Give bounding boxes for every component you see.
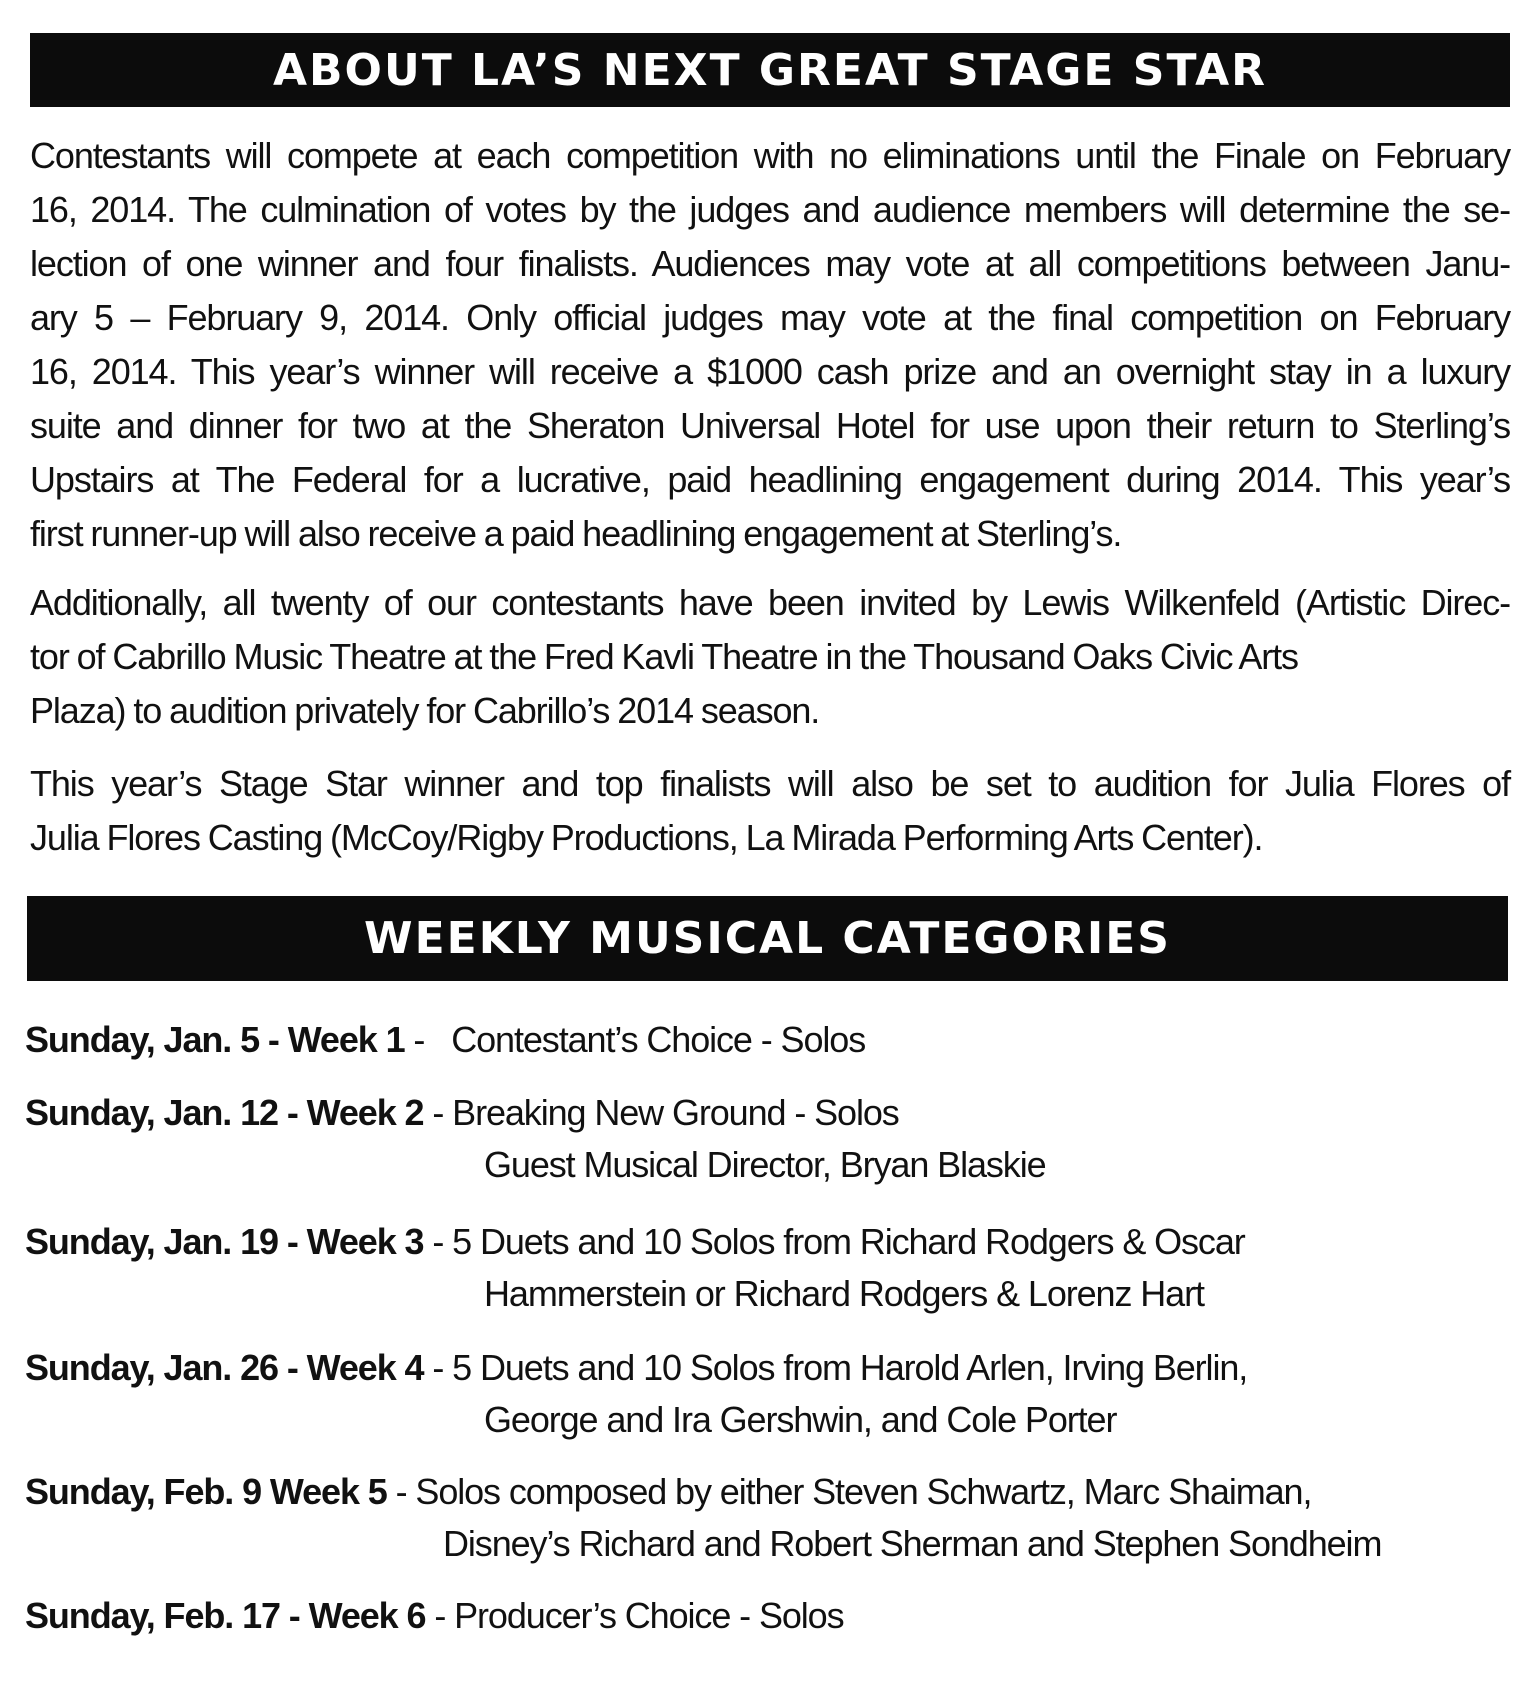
schedule-item-week-1 [25, 1014, 865, 1066]
about-paragraph-casting [30, 757, 1510, 865]
schedule-separator: - [425, 1595, 455, 1636]
schedule-date-label: Sunday, Jan. 5 - Week 1 [25, 1019, 405, 1060]
schedule-item-week-6 [25, 1590, 844, 1642]
about-paragraph-prizes [30, 129, 1510, 561]
schedule-date-label: Sunday, Jan. 12 - Week 2 [25, 1092, 424, 1133]
paragraph-line: This year’s Stage Star winner and top finalists will also be set to audition for Julia Flores of [30, 763, 1510, 804]
paragraph-line: Plaza) to audition privately for Cabrillo’s 2014 season. [30, 690, 820, 731]
paragraph-line: Additionally, all twenty of our contestants have been invited by Lewis Wilkenfeld (Artistic Direc- [30, 582, 1510, 623]
weekly-section-title: WEEKLY MUSICAL CATEGORIES [364, 913, 1171, 964]
schedule-date-label: Sunday, Feb. 9 Week 5 [25, 1471, 387, 1512]
schedule-separator: - [404, 1019, 434, 1060]
schedule-item-week-4 [25, 1342, 1247, 1446]
paragraph-line: suite and dinner for two at the Sheraton Universal Hotel for use upon their return to Sterling’s [30, 405, 1510, 446]
schedule-description-continued: Disney’s Richard and Robert Sherman and Stephen Sondheim [443, 1523, 1382, 1564]
schedule-description-continued: Hammerstein or Richard Rodgers & Lorenz Hart [484, 1273, 1204, 1314]
schedule-date-label: Sunday, Jan. 19 - Week 3 [25, 1221, 424, 1262]
schedule-description: Contestant’s Choice - Solos [451, 1019, 866, 1060]
weekly-section-header [27, 896, 1508, 981]
paragraph-line: 16, 2014. The culmination of votes by the judges and audience members will determine the se- [30, 189, 1510, 230]
schedule-description: Solos composed by either Steven Schwartz, Marc Shaiman, [415, 1471, 1312, 1512]
paragraph-line: Contestants will compete at each competition with no eliminations until the Finale on February [30, 135, 1510, 176]
schedule-description-continued: Guest Musical Director, Bryan Blaskie [484, 1144, 1046, 1185]
paragraph-line: first runner-up will also receive a paid headlining engagement at Sterling’s. [30, 513, 1122, 554]
paragraph-line: lection of one winner and four finalists. Audiences may vote at all competitions between Janu- [30, 243, 1510, 284]
schedule-item-week-3 [25, 1216, 1245, 1320]
schedule-description-continued: George and Ira Gershwin, and Cole Porter [484, 1399, 1117, 1440]
schedule-separator: - [423, 1092, 453, 1133]
paragraph-line: Upstairs at The Federal for a lucrative, paid headlining engagement during 2014. This year’s [30, 459, 1510, 500]
schedule-description: Breaking New Ground - Solos [452, 1092, 899, 1133]
about-section-title: ABOUT LA’S NEXT GREAT STAGE STAR [272, 44, 1268, 96]
schedule-separator: - [423, 1221, 453, 1262]
paragraph-line: Julia Flores Casting (McCoy/Rigby Productions, La Mirada Performing Arts Center). [30, 817, 1263, 858]
schedule-description: 5 Duets and 10 Solos from Harold Arlen, Irving Berlin, [452, 1347, 1248, 1388]
paragraph-line: tor of Cabrillo Music Theatre at the Fred Kavli Theatre in the Thousand Oaks Civic Arts [30, 636, 1298, 677]
schedule-item-week-5 [25, 1466, 1381, 1570]
schedule-date-label: Sunday, Feb. 17 - Week 6 [25, 1595, 426, 1636]
schedule-date-label: Sunday, Jan. 26 - Week 4 [25, 1347, 424, 1388]
paragraph-line: 16, 2014. This year’s winner will receive a $1000 cash prize and an overnight stay in a luxury [30, 351, 1510, 392]
schedule-description: Producer’s Choice - Solos [454, 1595, 844, 1636]
schedule-separator: - [386, 1471, 416, 1512]
schedule-description: 5 Duets and 10 Solos from Richard Rodgers & Oscar [452, 1221, 1245, 1262]
schedule-item-week-2 [25, 1087, 1046, 1191]
about-paragraph-cabrillo [30, 576, 1510, 738]
about-section-header [30, 33, 1510, 107]
paragraph-line: ary 5 – February 9, 2014. Only official judges may vote at the final competition on February [30, 297, 1510, 338]
schedule-separator: - [423, 1347, 453, 1388]
